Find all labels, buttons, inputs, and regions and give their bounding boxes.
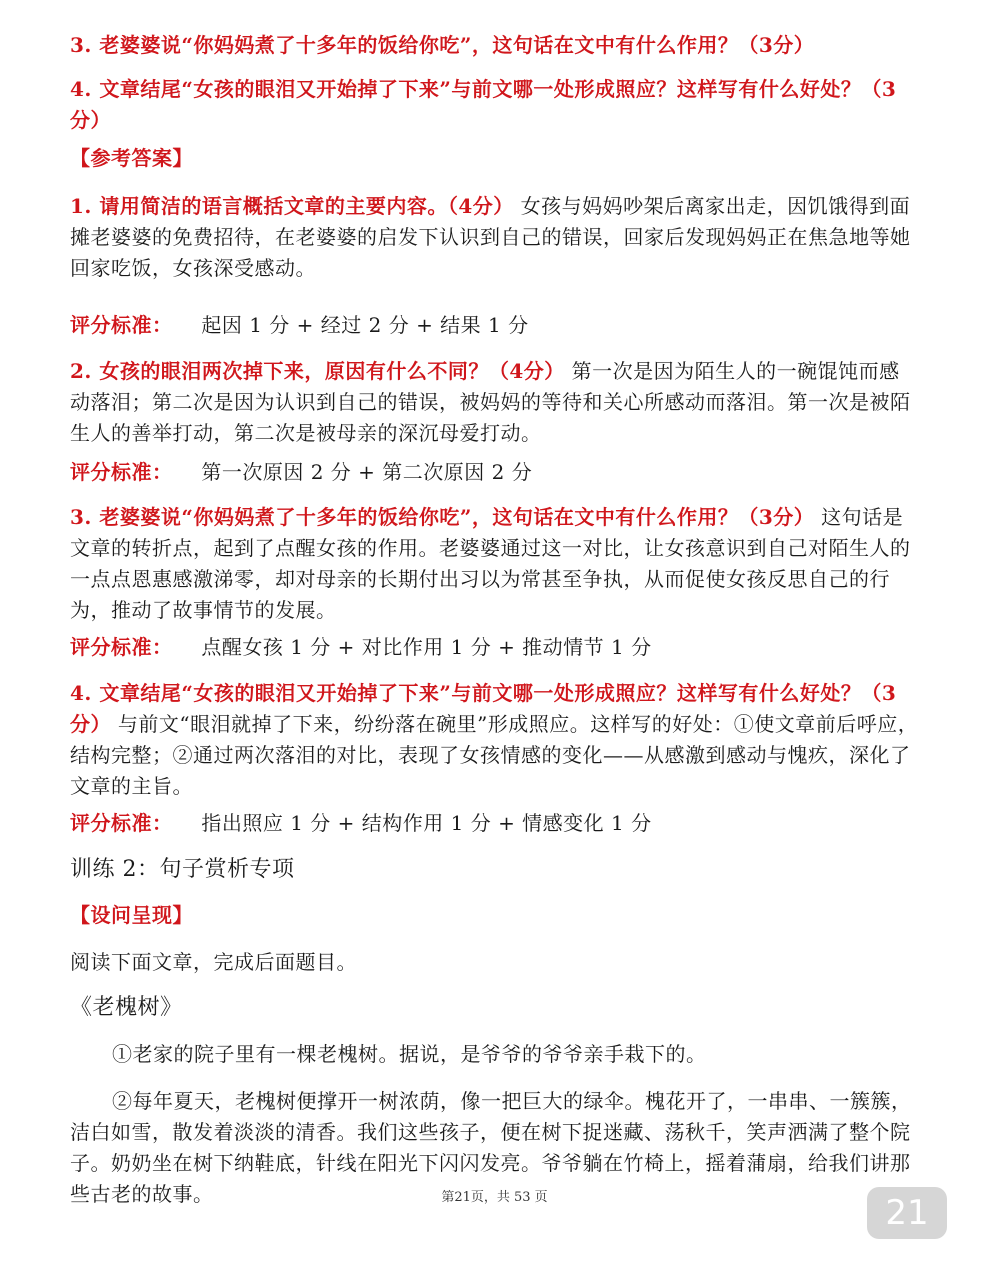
section-tag: 【设问呈现】 [70,903,193,927]
score-1 [70,310,920,341]
answer-3-question: 3. 老婆婆说“你妈妈煮了十多年的饭给你吃”，这句话在文中有什么作用？（3分） [70,505,815,529]
score-3 [70,632,920,663]
answer-3-text: 这句话是文章的转折点，起到了点醒女孩的作用。老婆婆通过这一对比，让女孩意识到自己对陌生人的一点点恩惠感激涕零，却对母亲的长期付出习以为常甚至争执，从而促使女孩反思自己的行为，推动了故事情节的发展。 [70,505,911,622]
score-2-label: 评分标准： [70,460,173,484]
page-footer: 第21页，共 53 页 [441,1190,548,1205]
article-paragraph-2: ②每年夏天，老槐树便撑开一树浓荫，像一把巨大的绿伞。槐花开了，一串串、一簇簇，洁白如雪，散发着淡淡的清香。我们这些孩子，便在树下捉迷藏、荡秋千，笑声洒满了整个院子。奶奶坐在树下纳鞋底，针线在阳光下闪闪发亮。爷爷躺在竹椅上，摇着蒲扇，给我们讲那些古老的故事。 [70,1089,912,1206]
article-paragraph-1: ①老家的院子里有一棵老槐树。据说，是爷爷的爷爷亲手栽下的。 [112,1042,707,1066]
question-3-top: 3. 老婆婆说“你妈妈煮了十多年的饭给你吃”，这句话在文中有什么作用？（3分） [70,33,815,57]
answer-header: 【参考答案】 [70,146,193,170]
article-title: 《老槐树》 [70,995,183,1020]
score-3-label: 评分标准： [70,635,173,659]
score-1-text: 起因 1 分 + 经过 2 分 + 结果 1 分 [201,313,529,337]
answer-1-question: 1. 请用简洁的语言概括文章的主要内容。（4分） [70,194,514,218]
score-3-text: 点醒女孩 1 分 + 对比作用 1 分 + 推动情节 1 分 [201,635,652,659]
question-4-top: 4. 文章结尾“女孩的眼泪又开始掉了下来”与前文哪一处形成照应？这样写有什么好处？（3分） [70,77,897,132]
answer-4 [70,678,920,802]
score-1-label: 评分标准： [70,313,173,337]
score-4 [70,808,920,839]
score-4-label: 评分标准： [70,811,173,835]
answer-4-question: 4. 文章结尾“女孩的眼泪又开始掉了下来”与前文哪一处形成照应？这样写有什么好处？（3 分） [70,681,897,736]
answer-2-question: 2. 女孩的眼泪两次掉下来，原因有什么不同？（4分） [70,359,565,383]
answer-2 [70,356,920,449]
instruction: 阅读下面文章，完成后面题目。 [70,950,357,974]
answer-1 [70,191,920,284]
answer-1-text: 女孩与妈妈吵架后离家出走，因饥饿得到面摊老婆婆的免费招待，在老婆婆的启发下认识到自己的错误，回家后发现妈妈正在焦急地等她回家吃饭，女孩深受感动。 [70,194,911,280]
score-2-text: 第一次原因 2 分 + 第二次原因 2 分 [201,460,533,484]
answer-2-text: 第一次是因为陌生人的一碗馄饨而感动落泪；第二次是因为认识到自己的错误，被妈妈的等待和关心所感动而落泪。第一次是被陌生人的善举打动，第二次是被母亲的深沉母爱打动。 [70,359,911,445]
page-number-badge: 21 [867,1187,947,1239]
score-2 [70,457,920,488]
answer-3 [70,502,920,626]
score-4-text: 指出照应 1 分 + 结构作用 1 分 + 情感变化 1 分 [201,811,652,835]
section-title: 训练 2：句子赏析专项 [70,857,295,882]
answer-4-text: 与前文“眼泪就掉了下来，纷纷落在碗里”形成照应。这样写的好处：①使文章前后呼应，结构完整；②通过两次落泪的对比，表现了女孩情感的变化——从感激到感动与愧疚，深化了文章的主旨。 [70,712,919,798]
